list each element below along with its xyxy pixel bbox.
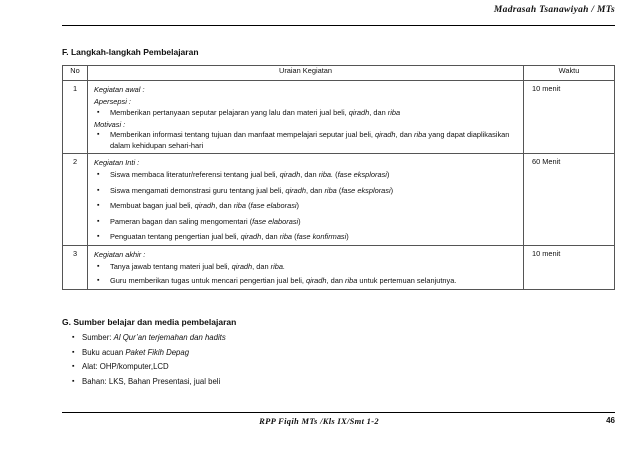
- activity-cell: [88, 245, 524, 289]
- row-number: 2: [63, 154, 88, 246]
- list-item: ▪ Penguatan tentang pengertian jual beli, qiradh, dan riba (fase konfirmasi): [94, 231, 519, 243]
- activity-title: Kegiatan awal :: [94, 85, 145, 94]
- list-item: ▪ Siswa membaca literatur/referensi tentang jual beli, qiradh, dan riba. (fase eksplorasi): [94, 169, 519, 181]
- list-item: ▪ Membuat bagan jual beli, qiradh, dan riba (fase elaborasi): [94, 200, 519, 212]
- list-item: ▪ Sumber: Al Qur’an terjemahan dan hadits: [72, 331, 226, 346]
- table-row: [63, 81, 615, 154]
- list-item: ▪ Pameran bagan dan saling mengomentari (fase elaborasi): [94, 216, 519, 228]
- duration-cell: 10 menit: [524, 81, 615, 154]
- footer-divider: [62, 412, 615, 413]
- table-row: [63, 154, 615, 246]
- activity-cell: [88, 81, 524, 154]
- row-number: 1: [63, 81, 88, 154]
- list-item: ▪ Memberikan pertanyaan seputar pelajaran yang lalu dan materi jual beli, qiradh, dan riba: [94, 107, 519, 119]
- list-item: ▪ Buku acuan Paket Fikih Depag: [72, 346, 226, 361]
- footer-title: RPP Fiqih MTs /Kls IX/Smt 1-2: [259, 416, 379, 426]
- activity-title: Kegiatan akhir :: [94, 249, 146, 259]
- table-header-row: [63, 66, 615, 81]
- page-number: 46: [606, 416, 615, 425]
- list-item: ▪ Siswa mengamati demonstrasi guru tentang jual beli, qiradh, dan riba (fase eksplorasi): [94, 185, 519, 197]
- list-item: ▪ Guru memberikan tugas untuk mencari pengertian jual beli, qiradh, dan riba untuk pertemuan selanjutnya.: [94, 276, 519, 287]
- list-item: ▪ Memberikan informasi tentang tujuan dan manfaat mempelajari seputar jual beli, qiradh, dan riba yang dapat diaplikasikan dalam kehidupan sehari-hari: [94, 130, 519, 151]
- header-divider: [62, 25, 615, 26]
- list-item: ▪ Tanya jawab tentang materi jual beli, qiradh, dan riba.: [94, 261, 519, 273]
- section-g-title: G. Sumber belajar dan media pembelajaran: [62, 317, 237, 327]
- header-waktu: Waktu: [524, 66, 615, 81]
- list-item: ▪ Bahan: LKS, Bahan Presentasi, jual beli: [72, 375, 226, 390]
- table-row: [63, 245, 615, 289]
- activity-subtitle: Motivasi :: [94, 119, 126, 129]
- row-number: 3: [63, 245, 88, 289]
- duration-cell: 60 Menit: [524, 154, 615, 246]
- header-no: No: [63, 66, 88, 81]
- section-f-title: F. Langkah-langkah Pembelajaran: [62, 47, 199, 57]
- resource-list: [72, 331, 226, 389]
- activity-title: Kegiatan Inti :: [94, 158, 140, 168]
- header-uraian: Uraian Kegiatan: [88, 66, 524, 81]
- activity-table: [62, 65, 615, 290]
- duration-cell: 10 menit: [524, 245, 615, 289]
- activity-subtitle: Apersepsi :: [94, 96, 131, 106]
- list-item: ▪ Alat: OHP/komputer,LCD: [72, 360, 226, 375]
- activity-cell: [88, 154, 524, 246]
- header-title: Madrasah Tsanawiyah / MTs: [493, 5, 615, 15]
